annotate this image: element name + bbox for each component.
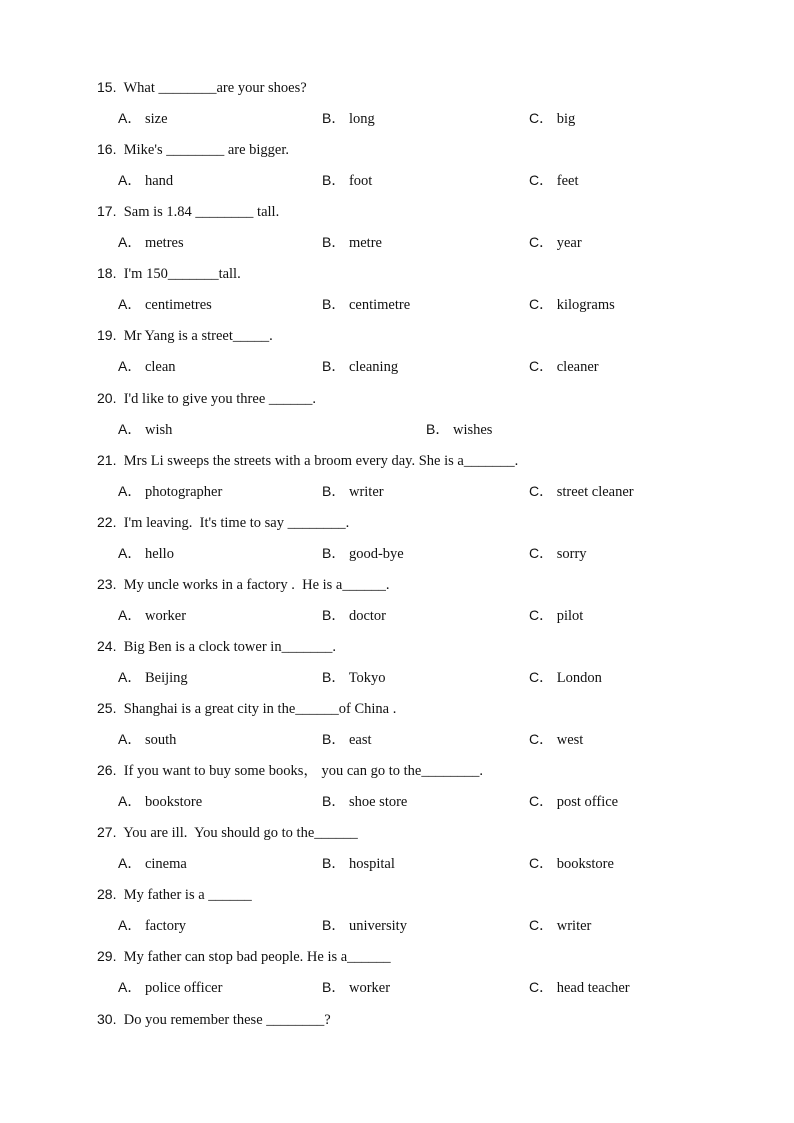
answer-option: C． cleaner [529,358,599,376]
answer-option: C． street cleaner [529,482,634,500]
answer-option: A． factory [118,917,187,935]
answer-option: C． post office [529,793,619,811]
answer-option: A． police officer [118,979,223,997]
question-text: Sam is 1.84 ________ tall. [123,204,280,221]
answer-option: B． cleaning [322,358,399,376]
answer-option: A． size [118,110,168,127]
question-text: You are ill. You should go to the______ [123,825,358,842]
question-number: 16. [97,141,117,158]
question-stem [97,823,358,842]
answer-option: C． bookstore [529,855,614,873]
answer-option: B． writer [322,482,384,500]
question-stem [97,761,483,780]
question-number: 23. [97,575,117,592]
question-number: 24. [97,637,117,654]
question-stem [97,947,391,966]
answer-option: A． wish [118,420,173,438]
answer-option: B． long [322,110,375,127]
question-text: Shanghai is a great city in the______of China . [123,701,397,717]
answer-option: A． cinema [118,855,187,873]
answer-option: A． bookstore [118,793,203,811]
question-number: 17. [97,203,117,220]
question-text: My father is a ______ [123,887,252,904]
question-text: Mr Yang is a street_____. [123,328,273,345]
answer-option: C． writer [529,917,592,935]
answer-option: A． metres [118,234,184,252]
question-number: 25. [97,700,117,716]
question-number: 28. [97,886,117,903]
question-text: If you want to buy some books， you can go to the________. [123,763,483,780]
answer-option: A． photographer [118,482,223,500]
question-text: Big Ben is a clock tower in_______. [123,638,336,655]
question-text: My uncle works in a factory . He is a______. [123,576,390,593]
question-stem [97,389,316,408]
answer-option: C． sorry [529,544,587,562]
question-stem [97,575,390,594]
answer-option: C． big [529,110,576,127]
question-number: 21. [97,451,117,468]
question-stem [97,885,252,904]
question-stem [97,202,279,221]
answer-option: B． wishes [426,420,493,438]
answer-option: C． feet [529,172,579,190]
answer-option: B． east [322,731,372,748]
answer-option: B． metre [322,234,382,252]
answer-option: B． good-bye [322,544,404,562]
answer-option: C． pilot [529,606,584,624]
answer-option: B． Tokyo [322,668,386,686]
answer-option: A． centimetres [118,296,212,314]
question-number: 26. [97,762,117,779]
answer-option: C． London [529,668,602,686]
answer-option: A． hand [118,172,174,190]
answer-option: A． hello [118,544,174,562]
answer-option: B． doctor [322,606,387,624]
question-number: 29. [97,948,117,965]
answer-option: A． worker [118,606,187,624]
question-number: 30. [97,1010,117,1027]
answer-option: B． centimetre [322,296,411,314]
answer-option: A． clean [118,358,176,376]
question-text: Mrs Li sweeps the streets with a broom every day. She is a_______. [123,452,519,469]
question-stem [97,78,307,97]
answer-option: A． Beijing [118,668,188,686]
answer-option: B． hospital [322,855,395,873]
answer-option: B． foot [322,172,373,190]
answer-option: C． kilograms [529,296,615,314]
question-text: I'd like to give you three ______. [123,390,316,407]
question-stem [97,1010,331,1029]
question-number: 19. [97,327,117,344]
question-stem [97,513,349,532]
answer-option: C． head teacher [529,979,630,997]
answer-option: B． worker [322,979,391,997]
question-text: Do you remember these ________? [123,1011,331,1028]
question-number: 18. [97,265,117,282]
question-number: 27. [97,824,117,841]
question-stem [97,140,289,159]
question-number: 15. [97,79,117,95]
answer-option: B． university [322,917,407,935]
question-stem [97,637,336,656]
question-stem [97,451,518,470]
answer-option: C． year [529,234,582,252]
question-text: What ________are your shoes? [123,80,307,96]
question-number: 22. [97,513,117,530]
question-stem [97,699,396,718]
question-text: My father can stop bad people. He is a______ [123,949,391,966]
answer-option: A． south [118,731,177,748]
answer-option: B． shoe store [322,793,408,811]
question-text: I'm leaving. It's time to say ________. [123,514,350,531]
question-stem [97,326,273,345]
question-text: I'm 150_______tall. [123,266,241,283]
question-stem [97,264,241,283]
question-number: 20. [97,389,117,406]
answer-option: C． west [529,731,584,748]
question-text: Mike's ________ are bigger. [123,142,290,159]
